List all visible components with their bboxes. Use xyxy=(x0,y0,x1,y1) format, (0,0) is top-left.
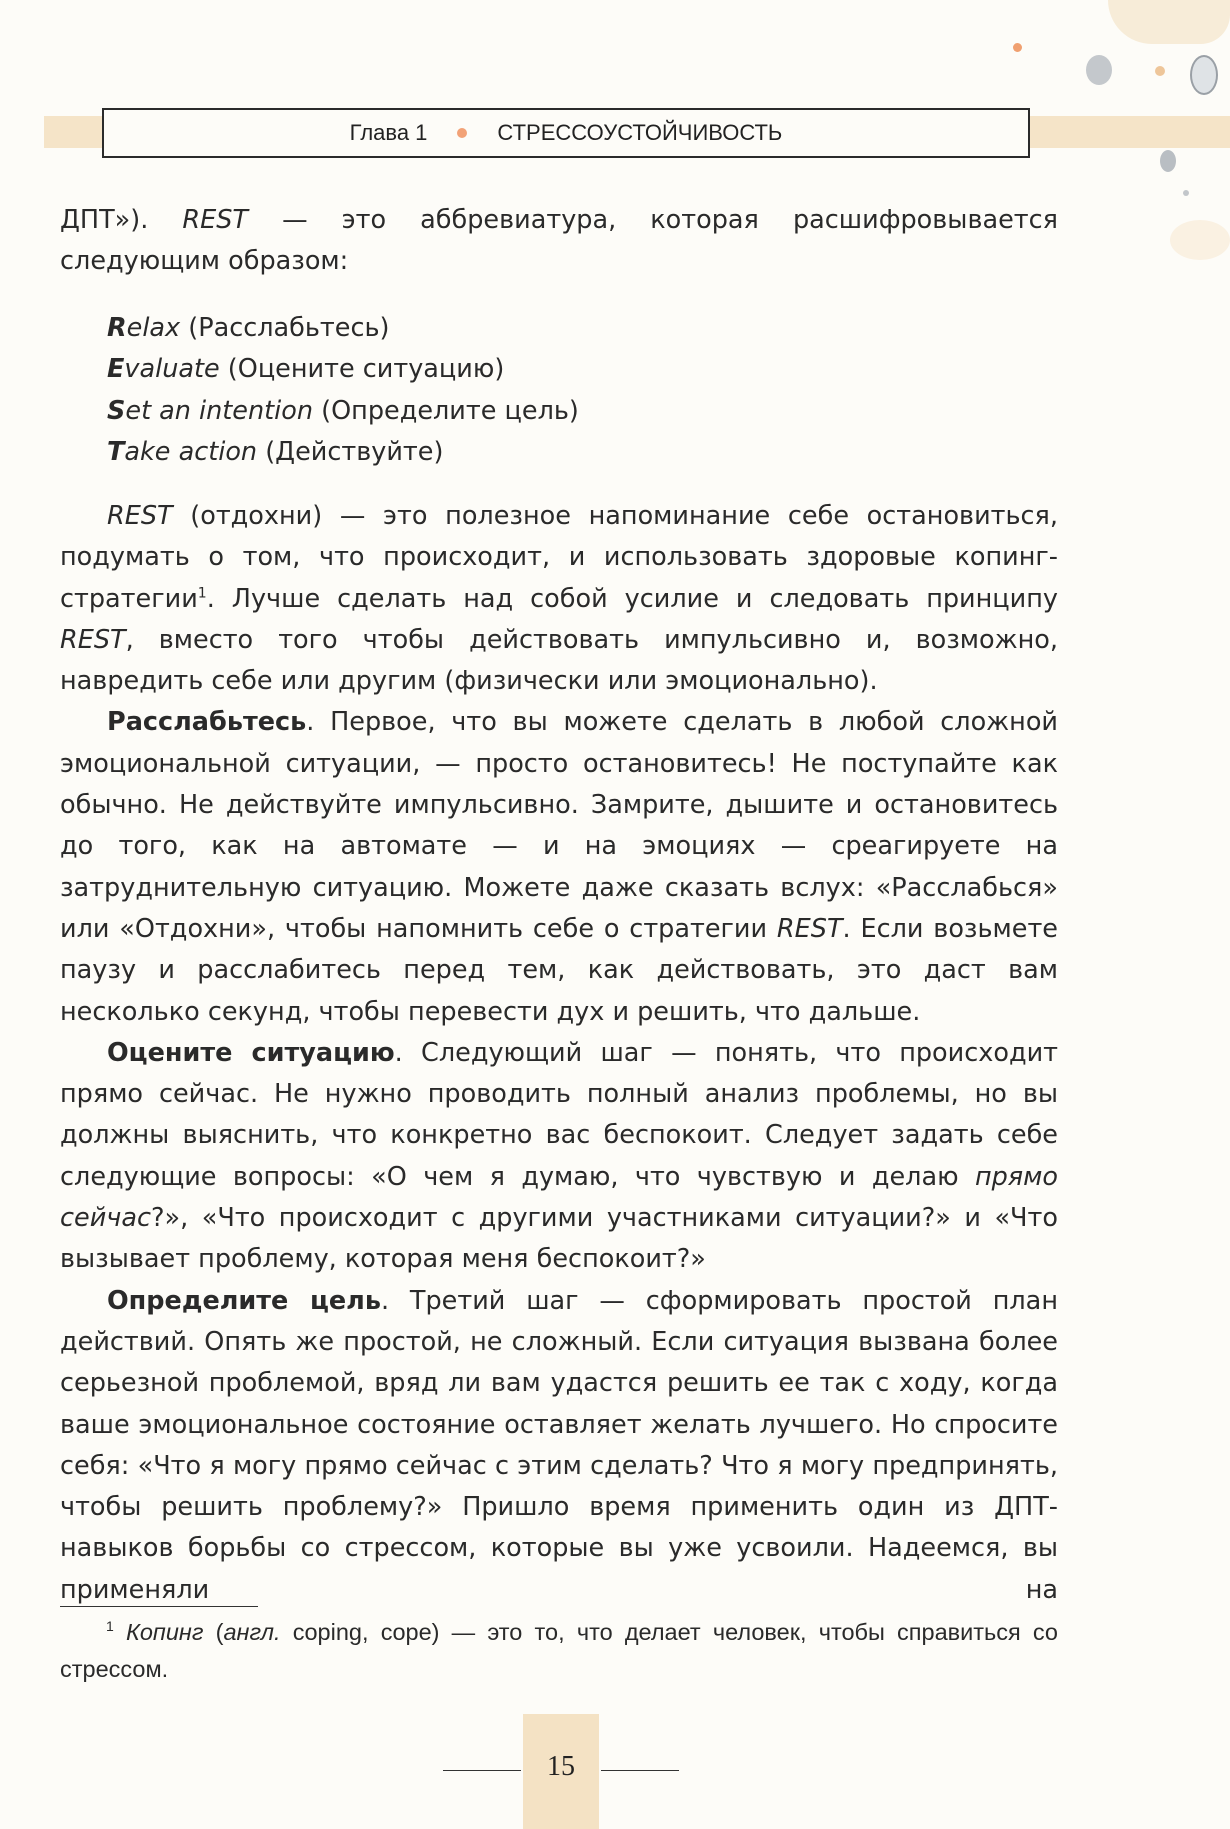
paragraph-rest: REST (отдохни) — это полезное напоминание себе остановиться, подумать о том, что происходит, и использовать здоровые копинг-стратегии$^1$. Лучше сделать над собой усилие и следовать принципу REST, вместо того чтобы действовать импульсивно и, возможно, навредить себе или другим (физически или эмоционально). xyxy=(60,501,1058,697)
running-header xyxy=(102,108,1030,158)
list-item: Take action (Действуйте) xyxy=(107,436,444,467)
chapter-title: СТРЕССОУСТОЙЧИВОСТЬ xyxy=(497,120,783,145)
intro-text: — это аббревиатура, которая расшифровывается следующим образом: xyxy=(60,205,1059,277)
footnote-divider xyxy=(60,1606,258,1607)
chapter-label: Глава 1 xyxy=(349,120,428,145)
page-number: 15 xyxy=(547,1751,575,1782)
paragraph-evaluate: Оцените ситуацию. Следующий шаг — понять, что происходит прямо сейчас. Не нужно проводить полный анализ проблемы, но вы должны выяснить, что конкретно вас беспокоит. Следует задать себе следующие вопросы: «О чем я думаю, что чувствую и делаю прямо сейчас?», «Что происходит с другими участниками ситуации?» и «Что вызывает проблему, которая меня беспокоит?» xyxy=(60,1037,1058,1275)
footnote-number: 1 xyxy=(106,1618,114,1635)
watercolor-splash xyxy=(1155,66,1165,76)
section-heading: Расслабьтесь xyxy=(107,707,307,738)
rest-acronym-list xyxy=(107,308,579,473)
watercolor-splash xyxy=(1160,150,1176,172)
page-number-rule-right xyxy=(601,1770,679,1771)
footnote-ref[interactable]: 1 xyxy=(197,585,207,602)
list-item: Relax (Расслабьтесь) xyxy=(107,313,390,343)
watercolor-splash xyxy=(1013,43,1022,52)
watercolor-splash xyxy=(1183,190,1189,196)
watercolor-splash xyxy=(1170,220,1230,260)
page-number-rule-left xyxy=(443,1770,521,1771)
section-heading: Определите цель xyxy=(107,1285,381,1316)
watercolor-splash xyxy=(1108,0,1230,44)
intro-text: ДПТ»). xyxy=(60,205,183,235)
footnote: $^1$ Копинг (англ. coping, cope) — это то, что делает человек, чтобы справиться со стрессом. xyxy=(60,1618,1059,1682)
paragraph-relax: Расслабьтесь. Первое, что вы можете сделать в любой сложной эмоциональной ситуации, — просто остановитесь! Не поступайте как обычно. Не действуйте импульсивно. Замрите, дышите и остановитесь до того, как на автомате — и на эмоциях — среагируете на затруднительную ситуацию. Можете даже сказать вслух: «Расслабься» или «Отдохни», чтобы напомнить себе о стратегии REST. Если возьмете паузу и расслабитесь перед тем, как действовать, это даст вам несколько секунд, чтобы перевести дух и решить, что дальше. xyxy=(60,707,1058,1027)
body-text xyxy=(60,496,1058,1611)
intro-acronym: REST xyxy=(182,205,248,235)
watercolor-splash xyxy=(1190,55,1218,95)
bullet-dot-icon xyxy=(457,128,467,138)
watercolor-splash xyxy=(1086,55,1112,85)
paragraph-intention: Определите цель. Третий шаг — сформировать простой план действий. Опять же простой, не сложный. Если ситуация вызвана более серьезной проблемой, вряд ли вам удастся решить ее так с ходу, когда ваше эмоциональное состояние оставляет желать лучшего. Но спросите себя: «Что я могу прямо сейчас с этим сделать? Что я могу предпринять, чтобы решить проблему?» Пришло время применить один из ДПТ-навыков борьбы со стрессом, которые вы уже усвоили. Надеемся, вы применяли на xyxy=(60,1285,1058,1605)
intro-paragraph xyxy=(60,200,1058,283)
section-heading: Оцените ситуацию xyxy=(107,1037,395,1068)
list-item: Evaluate (Оцените ситуацию) xyxy=(107,354,505,385)
list-item: Set an intention (Определите цель) xyxy=(107,395,579,426)
